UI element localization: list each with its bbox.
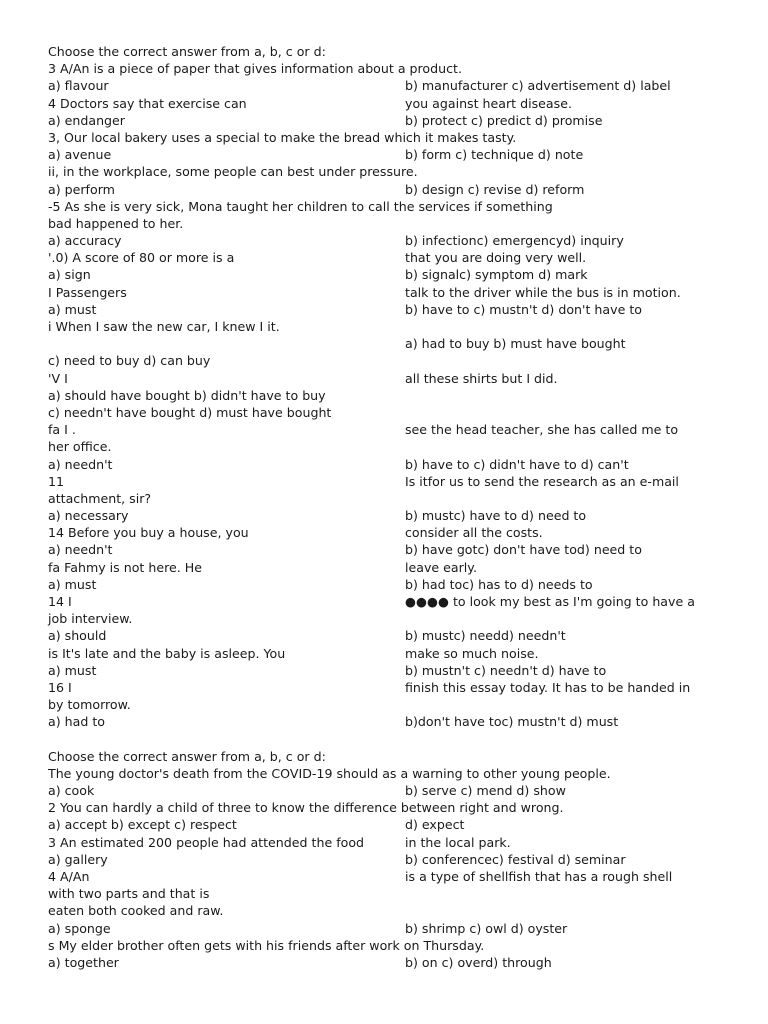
right-column-text: b) form c) technique d) note [405,147,584,163]
line-text: her office. [48,439,112,455]
right-column-text: b) shrimp c) owl d) oyster [405,920,568,936]
text-line [48,146,748,163]
text-line [48,610,748,627]
section-gap [48,731,748,748]
text-line [48,404,748,421]
right-column-text: ●●●● to look my best as I'm going to have a [405,594,695,609]
right-column-text: b) design c) revise d) reform [405,181,585,197]
text-line [48,816,748,833]
right-column-text: b) manufacturer c) advertisement d) label [405,78,671,94]
left-column-text: 3 An estimated 200 people had attended the food [48,834,365,850]
left-column-text: a) gallery [48,851,108,867]
text-line [48,868,748,885]
line-text: Choose the correct answer from a, b, c or d: [48,748,326,764]
right-column-text: all these shirts but I did. [405,370,558,386]
text-line [48,232,748,249]
right-column-text: leave early. [405,559,477,575]
left-column-text: a) cook [48,783,95,799]
text-line [48,954,748,971]
left-column-text: a) avenue [48,147,112,163]
text-line [48,645,748,662]
text-line [48,352,748,369]
right-column-text: consider all the costs. [405,525,543,541]
left-column-text: fa Fahmy is not here. He [48,559,202,575]
left-column-text: a) must [48,301,97,317]
text-line [48,507,748,524]
text-line [48,284,748,301]
text-line [48,95,748,112]
right-column-text: see the head teacher, she has called me to [405,422,679,438]
text-line [48,541,748,558]
right-column-text: b) signalc) symptom d) mark [405,267,588,283]
line-text: i When I saw the new car, I knew I it. [48,319,280,334]
text-line [48,679,748,696]
text-line [48,782,748,799]
text-line [48,129,748,146]
line-text: eaten both cooked and raw. [48,903,224,919]
left-column-text: 'V I [48,370,68,386]
text-line [48,662,748,679]
text-line [48,215,748,232]
line-text: 2 You can hardly a child of three to know the difference between right and wrong. [48,800,564,816]
text-line [48,920,748,937]
text-line [48,524,748,541]
left-column-text: a) perform [48,181,115,197]
line-text: bad happened to her. [48,215,184,231]
left-column-text: a) needn't [48,456,113,472]
text-line [48,748,748,765]
text-line [48,473,748,490]
text-line [48,456,748,473]
line-text: -5 As she is very sick, Mona taught her children to call the services if something [48,198,553,214]
right-column-text: b) protect c) predict d) promise [405,112,603,128]
left-column-text: 4 Doctors say that exercise can [48,95,247,111]
right-column-text: b) mustc) needd) needn't [405,628,566,644]
text-line [48,834,748,851]
left-column-text: a) needn't [48,542,113,558]
text-line [48,765,748,782]
text-line [48,387,748,404]
line-text: 3 A/An is a piece of paper that gives information about a product. [48,61,462,77]
right-column-text: make so much noise. [405,645,539,661]
right-column-text: b) conferencec) festival d) seminar [405,851,626,867]
text-line [48,902,748,919]
text-line [48,163,748,180]
left-column-text: a) sign [48,267,91,283]
line-text: job interview. [48,611,133,627]
text-line [48,60,748,77]
right-column-text: b) mustn't c) needn't d) have to [405,662,607,678]
line-text: with two parts and that is [48,886,210,902]
text-line [48,266,748,283]
line-text: by tomorrow. [48,697,131,713]
text-line [48,77,748,94]
text-line [48,593,748,610]
left-column-text: 4 A/An [48,869,90,884]
text-line [48,713,748,730]
text-line [48,559,748,576]
text-line [48,335,748,352]
line-text: c) need to buy d) can buy [48,353,211,369]
left-column-text: '.0) A score of 80 or more is a [48,250,235,266]
left-column-text: a) accuracy [48,233,122,249]
left-column-text: a) endanger [48,112,125,128]
left-column-text: a) must [48,662,97,678]
right-column-text: b) had toc) has to d) needs to [405,576,593,592]
left-column-text: a) together [48,954,119,970]
line-text: attachment, sir? [48,490,152,506]
left-column-text: 14 Before you buy a house, you [48,525,249,541]
left-column-text: 16 I [48,679,72,695]
line-text: c) needn't have bought d) must have bought [48,404,332,420]
line-text: a) should have bought b) didn't have to buy [48,387,326,403]
line-text: Choose the correct answer from a, b, c or d: [48,44,326,59]
left-column-text: a) sponge [48,920,111,936]
line-text: ii, in the workplace, some people can best under pressure. [48,164,418,180]
left-column-text: I Passengers [48,284,127,300]
right-column-text: b) mustc) have to d) need to [405,508,587,524]
left-column-text: a) necessary [48,508,129,524]
text-line [48,627,748,644]
text-line [48,198,748,215]
text-line [48,490,748,507]
right-column-text: you against heart disease. [405,95,572,111]
left-column-text: a) had to [48,714,105,730]
right-column-text: Is itfor us to send the research as an e-mail [405,473,679,489]
text-line [48,301,748,318]
right-column-text: that you are doing very well. [405,250,587,266]
line-text: The young doctor's death from the COVID-19 should as a warning to other young people. [48,765,611,781]
right-column-text: finish this essay today. It has to be handed in [405,679,691,695]
right-column-text: b) serve c) mend d) show [405,783,566,799]
text-line [48,799,748,816]
right-column-text: b) have to c) didn't have to d) can't [405,456,629,472]
text-line [48,576,748,593]
left-column-text: a) flavour [48,78,109,94]
right-column-text: d) expect [405,817,465,833]
left-column-text: fa I . [48,422,76,438]
right-column-text: b) infectionc) emergencyd) inquiry [405,233,624,249]
text-line [48,937,748,954]
text-line [48,370,748,387]
left-column-text: 11 [48,473,65,489]
right-column-text: b) on c) overd) through [405,954,552,970]
left-column-text: is It's late and the baby is asleep. You [48,645,286,661]
text-line [48,885,748,902]
left-column-text: a) accept b) except c) respect [48,817,237,833]
worksheet-text [48,43,748,971]
left-column-text: a) should [48,628,107,644]
text-line [48,421,748,438]
text-line [48,696,748,713]
left-column-text: 14 I [48,594,72,609]
text-line [48,181,748,198]
text-line [48,438,748,455]
line-text: s My elder brother often gets with his friends after work on Thursday. [48,937,485,953]
text-line [48,43,748,60]
right-column-text: b) have to c) mustn't d) don't have to [405,301,642,317]
text-line [48,851,748,868]
right-column-text: b) have gotc) don't have tod) need to [405,542,642,558]
right-column-text: b)don't have toc) mustn't d) must [405,714,619,730]
text-line [48,249,748,266]
right-column-text: is a type of shellfish that has a rough shell [405,869,673,884]
right-column-text: talk to the driver while the bus is in motion. [405,284,681,300]
right-column-text: a) had to buy b) must have bought [405,336,626,352]
text-line [48,112,748,129]
line-text: 3, Our local bakery uses a special to make the bread which it makes tasty. [48,129,517,145]
right-column-text: in the local park. [405,834,511,850]
left-column-text: a) must [48,576,97,592]
text-line [48,318,748,335]
